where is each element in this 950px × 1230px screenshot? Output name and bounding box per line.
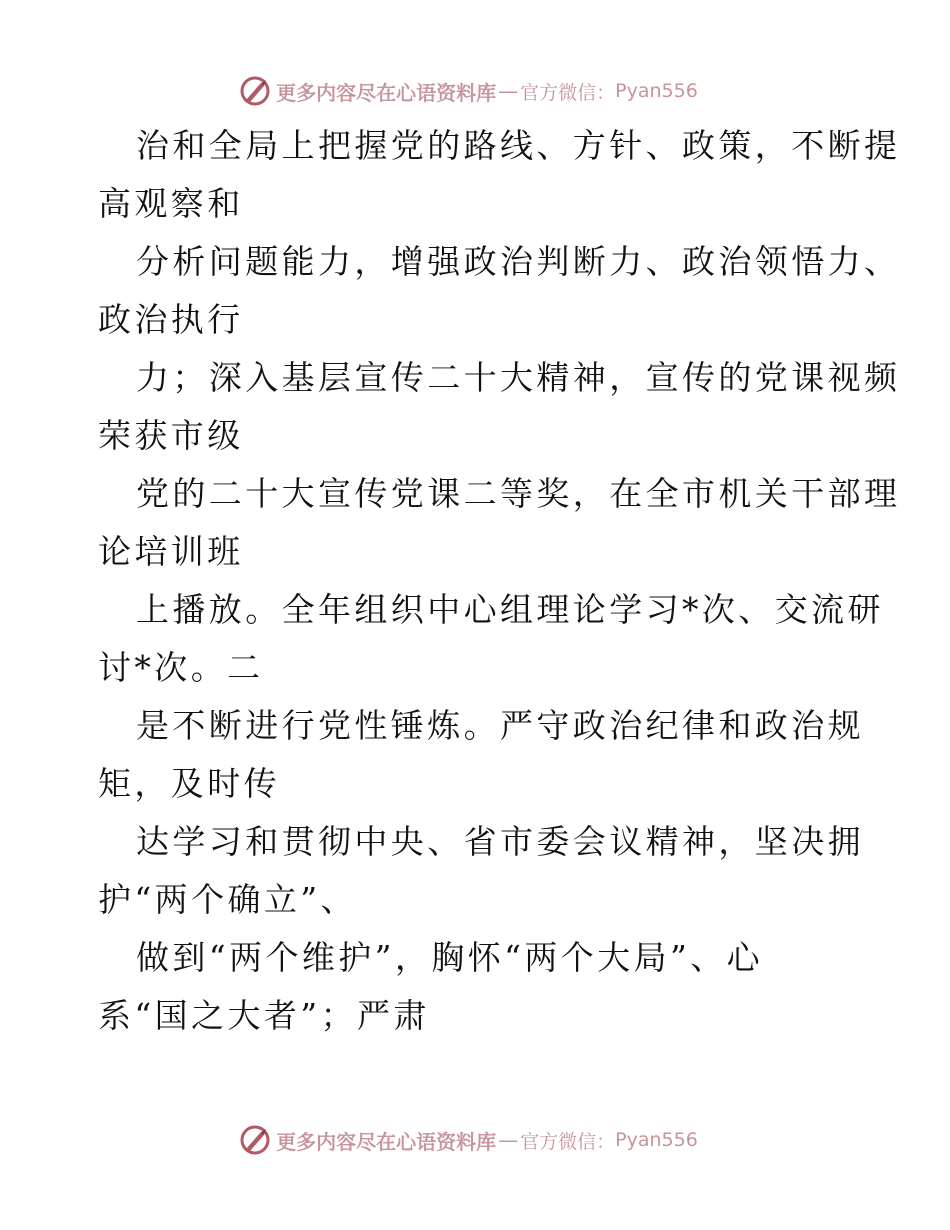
text-line: 荣获市级 [98, 416, 244, 455]
text-line: 党的二十大宣传党课二等奖，在全市机关干部理 [136, 474, 901, 513]
text-line: 政治执行 [98, 300, 244, 339]
text-line: 是不断进行党性锤炼。严守政治纪律和政治规 [136, 706, 864, 745]
watermark-title: 更多内容尽在心语资料库 [276, 1129, 497, 1154]
text-line: 系“国之大者”；严肃 [98, 996, 430, 1035]
quill-logo-icon [240, 1125, 270, 1155]
watermark-title: 更多内容尽在心语资料库 [276, 80, 497, 105]
watermark-wechat-id: Pyan556 [615, 1129, 698, 1151]
text-line: 上播放。全年组织中心组理论学习*次、交流研 [136, 590, 884, 629]
text-line: 做到“两个维护”，胸怀“两个大局”、心 [136, 938, 764, 977]
watermark-wechat-label: 官方微信： [520, 81, 616, 104]
document-body [98, 117, 901, 1045]
watermark-separator: — [498, 79, 519, 103]
text-line: 治和全局上把握党的路线、方针、政策，不断提 [136, 126, 901, 165]
watermark-wechat-id: Pyan556 [615, 80, 698, 102]
text-line: 分析问题能力，增强政治判断力、政治领悟力、 [136, 242, 901, 281]
watermark-separator: — [498, 1128, 519, 1152]
watermark-wechat-label: 官方微信： [520, 1130, 616, 1153]
text-line: 高观察和 [98, 184, 244, 223]
header-watermark [0, 71, 950, 111]
text-line: 护“两个确立”、 [98, 880, 357, 919]
text-line: 论培训班 [98, 532, 244, 571]
text-line: 力；深入基层宣传二十大精神，宣传的党课视频 [136, 358, 901, 397]
text-line: 矩，及时传 [98, 764, 280, 803]
quill-logo-icon [240, 76, 270, 106]
text-line: 达学习和贯彻中央、省市委会议精神，坚决拥 [136, 822, 864, 861]
text-line: 讨*次。二 [98, 648, 264, 687]
footer-watermark [0, 1120, 950, 1160]
